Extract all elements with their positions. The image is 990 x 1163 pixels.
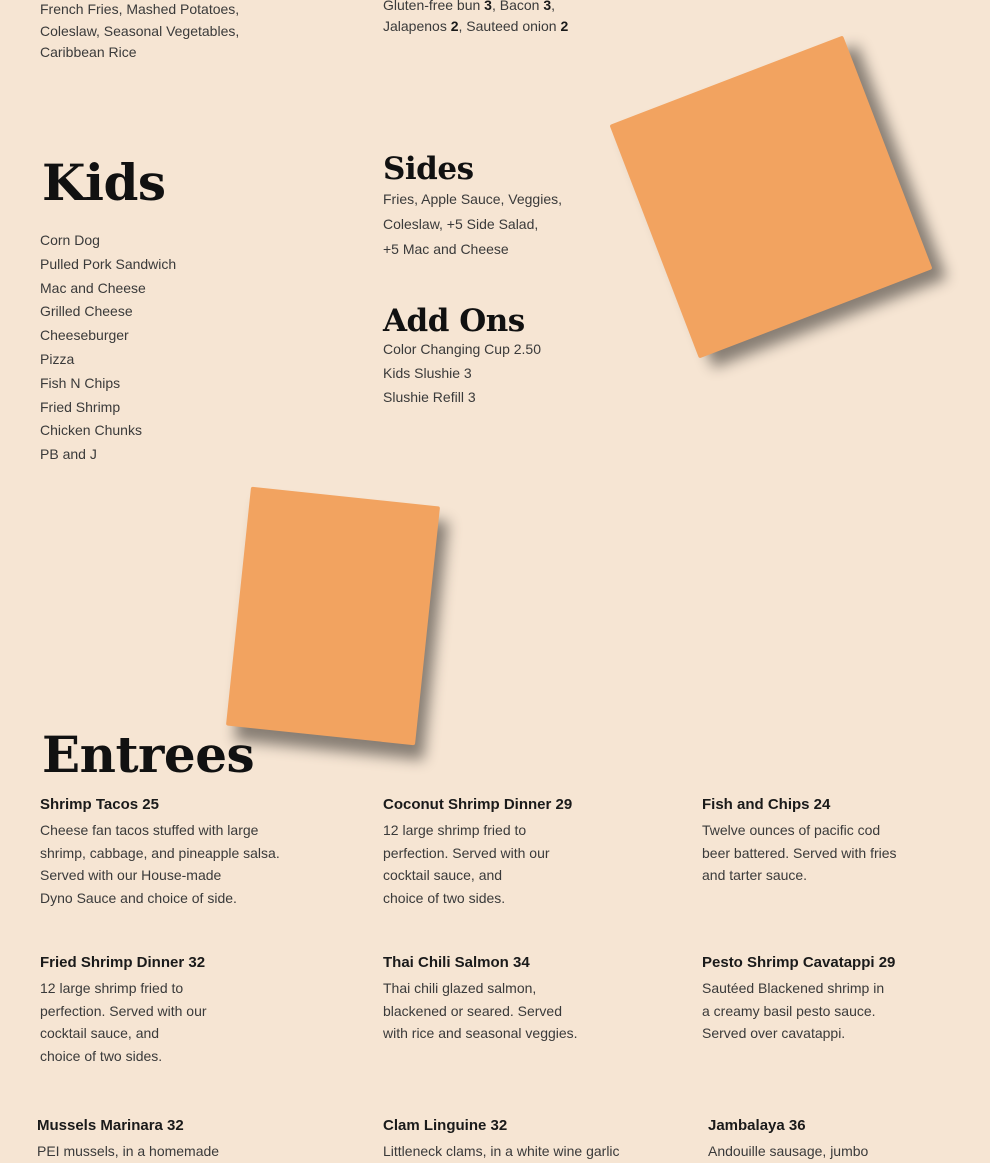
entrees-heading: Entrees — [42, 725, 255, 784]
sides-line: Coleslaw, +5 Side Salad, — [383, 216, 539, 232]
entree-desc-line: PEI mussels, in a homemade — [37, 1143, 220, 1159]
entree-item — [383, 795, 683, 909]
entree-desc-line: choice of two sides. — [383, 889, 506, 906]
top-mid-extras — [383, 0, 568, 37]
entree-desc-line: perfection. Served with our — [383, 844, 550, 861]
extras-line-1 — [383, 0, 568, 16]
entree-item — [37, 1116, 337, 1163]
addons-item: Kids Slushie 3 — [383, 365, 472, 381]
extras-line-2 — [383, 16, 568, 37]
entree-title: Fried Shrimp Dinner 32 — [40, 954, 206, 971]
entree-desc-line: shrimp, cabbage, and pineapple salsa. — [40, 844, 280, 861]
entree-desc-line: perfection. Served with our — [40, 1002, 207, 1019]
entree-item — [383, 953, 683, 1045]
entree-desc-line: a creamy basil pesto sauce. — [702, 1002, 876, 1019]
entree-description — [40, 819, 340, 909]
kids-item: Chicken Chunks — [40, 422, 142, 439]
entree-desc-line: Served over cavatappi. — [702, 1025, 846, 1041]
entree-title: Coconut Shrimp Dinner 29 — [383, 796, 573, 813]
entree-desc-line: blackened or seared. Served — [383, 1002, 562, 1019]
entree-title: Pesto Shrimp Cavatappi 29 — [702, 954, 896, 971]
kids-heading: Kids — [42, 153, 166, 212]
entree-title: Clam Linguine 32 — [383, 1117, 508, 1134]
kids-item: Fried Shrimp — [40, 398, 121, 415]
separator: , — [551, 0, 556, 13]
entree-desc-line: with rice and seasonal veggies. — [383, 1025, 578, 1041]
entree-description — [383, 819, 683, 909]
entree-title: Shrimp Tacos 25 — [40, 796, 159, 813]
entree-item — [702, 953, 982, 1045]
entree-desc-line: Dyno Sauce and choice of side. — [40, 889, 237, 906]
entree-desc-line: Thai chili glazed salmon, — [383, 980, 537, 996]
sides-heading: Sides — [383, 151, 474, 187]
entree-description — [37, 1140, 337, 1163]
entree-title: Thai Chili Salmon 34 — [383, 954, 530, 971]
sides-line: Fries, Apple Sauce, Veggies, — [383, 191, 562, 207]
entree-desc-line: choice of two sides. — [40, 1047, 163, 1064]
top-left-line: Coleslaw, Seasonal Vegetables, — [40, 22, 240, 39]
entree-desc-line: Cheese fan tacos stuffed with large — [40, 822, 259, 838]
bacon-label: , Bacon — [491, 0, 544, 13]
entree-title: Mussels Marinara 32 — [37, 1117, 184, 1134]
kids-item: Grilled Cheese — [40, 303, 133, 320]
gluten-free-label: Gluten-free bun — [383, 0, 485, 13]
jalapenos-price: 2 — [450, 18, 459, 34]
onion-label: , Sauteed onion — [458, 18, 561, 34]
entree-desc-line: and tarter sauce. — [702, 867, 808, 883]
entree-desc-line: beer battered. Served with fries — [702, 844, 897, 861]
entree-item — [708, 1116, 978, 1163]
sticky-note-small — [226, 487, 440, 746]
kids-item: Fish N Chips — [40, 374, 121, 391]
sticky-note-large — [610, 36, 933, 359]
bacon-price: 3 — [543, 0, 552, 13]
entree-desc-line: 12 large shrimp fried to — [383, 822, 527, 838]
jalapenos-label: Jalapenos — [383, 18, 451, 34]
addons-heading: Add Ons — [383, 303, 525, 339]
entree-description — [708, 1140, 978, 1163]
entree-title: Fish and Chips 24 — [702, 796, 831, 813]
top-left-line: French Fries, Mashed Potatoes, — [40, 1, 240, 17]
entree-desc-line: cocktail sauce, and — [40, 1025, 160, 1041]
entree-item — [702, 795, 982, 887]
onion-price: 2 — [560, 18, 569, 34]
addons-item: Color Changing Cup 2.50 — [383, 341, 541, 357]
entree-desc-line: Twelve ounces of pacific cod — [702, 822, 881, 838]
sides-description — [383, 187, 562, 262]
entree-description — [40, 977, 340, 1067]
entree-item — [40, 795, 340, 909]
kids-item: PB and J — [40, 446, 97, 463]
entree-item — [40, 953, 340, 1067]
entree-desc-line: Sautéed Blackened shrimp in — [702, 980, 885, 996]
addons-list — [383, 337, 541, 409]
entree-desc-line: Served with our House-made — [40, 867, 222, 883]
kids-item: Pulled Pork Sandwich — [40, 255, 177, 272]
entree-description — [383, 977, 683, 1045]
entree-description — [702, 977, 982, 1045]
top-left-line: Caribbean Rice — [40, 44, 137, 60]
kids-item: Pizza — [40, 350, 75, 367]
kids-item: Corn Dog — [40, 232, 100, 248]
kids-item: Cheeseburger — [40, 327, 129, 344]
sides-line: +5 Mac and Cheese — [383, 241, 509, 257]
entree-item — [383, 1116, 683, 1163]
kids-list — [40, 229, 176, 467]
gluten-free-price: 3 — [484, 0, 492, 13]
entree-description — [702, 819, 982, 887]
entree-description — [383, 1140, 683, 1163]
top-left-description — [40, 0, 239, 64]
entree-desc-line: cocktail sauce, and — [383, 867, 503, 883]
addons-item: Slushie Refill 3 — [383, 389, 476, 405]
entree-desc-line: Andouille sausage, jumbo — [708, 1143, 869, 1159]
kids-item: Mac and Cheese — [40, 279, 146, 296]
entree-desc-line: Littleneck clams, in a white wine garlic — [383, 1143, 620, 1159]
entree-title: Jambalaya 36 — [708, 1117, 806, 1134]
entree-desc-line: 12 large shrimp fried to — [40, 980, 184, 996]
